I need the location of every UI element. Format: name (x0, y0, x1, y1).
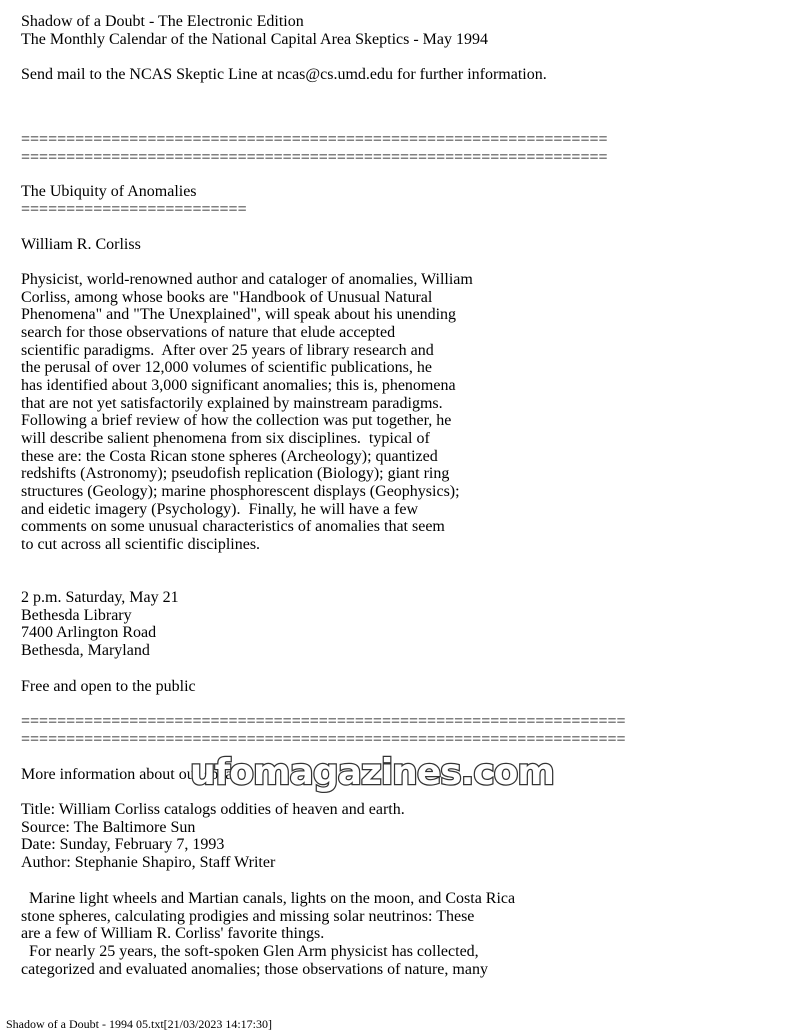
text-line: The Monthly Calendar of the National Capital Area Skeptics - May 1994 (21, 30, 488, 48)
text-line: Shadow of a Doubt - The Electronic Edition (21, 13, 304, 30)
text-line: are a few of William R. Corliss' favorite things. (21, 925, 325, 943)
text-line: ========================= (21, 200, 247, 218)
text-line: Free and open to the public (21, 678, 196, 695)
text-line: Date: Sunday, February 7, 1993 (21, 836, 225, 854)
article-meta (21, 801, 405, 872)
text-line: 2 p.m. Saturday, May 21 (21, 589, 179, 606)
text-line: =================================================================== (21, 730, 626, 748)
text-line: categorized and evaluated anomalies; those observations of nature, many (21, 960, 488, 978)
text-line: these are: the Costa Rican stone spheres (Archeology); quantized (21, 447, 438, 465)
watermark-logo: ufomagazines.com (190, 752, 554, 793)
text-line: Bethesda Library (21, 606, 132, 624)
text-line: More information about our spea (21, 766, 233, 783)
admission-note (21, 678, 196, 696)
contact-line (21, 66, 547, 84)
talk-title (21, 183, 247, 218)
text-line: Title: William Corliss catalogs oddities of heaven and earth. (21, 801, 405, 818)
text-line: Physicist, world-renowned author and cataloger of anomalies, William (21, 271, 473, 288)
text-line: redshifts (Astronomy); pseudofish replication (Biology); giant ring (21, 465, 450, 483)
text-line: 7400 Arlington Road (21, 624, 157, 642)
text-line: Phenomena" and "The Unexplained", will speak about his unending (21, 306, 457, 324)
text-line: For nearly 25 years, the soft-spoken Glen Arm physicist has collected, (21, 942, 479, 960)
text-line: the perusal of over 12,000 volumes of scientific publications, he (21, 359, 433, 377)
text-line: and eidetic imagery (Psychology). Finally, he will have a few (21, 500, 419, 518)
article-body (21, 890, 515, 978)
text-line: structures (Geology); marine phosphorescent displays (Geophysics); (21, 482, 460, 500)
separator (21, 131, 608, 166)
text-line: comments on some unusual characteristics of anomalies that seem (21, 518, 445, 536)
text-line: Send mail to the NCAS Skeptic Line at ncas@cs.umd.edu for further information. (21, 66, 547, 83)
text-line: that are not yet satisfactorily explained by mainstream paradigms. (21, 394, 443, 412)
text-line: to cut across all scientific disciplines. (21, 535, 261, 553)
text-line: ================================================================= (21, 148, 608, 166)
text-line: ================================================================= (21, 131, 608, 148)
document-header (21, 13, 488, 48)
text-line: The Ubiquity of Anomalies (21, 183, 197, 200)
text-line: Following a brief review of how the collection was put together, he (21, 412, 452, 430)
text-line: Author: Stephanie Shapiro, Staff Writer (21, 853, 276, 871)
text-line: =================================================================== (21, 713, 626, 730)
separator (21, 713, 626, 748)
text-line: search for those observations of nature that elude accepted (21, 323, 396, 341)
page-footer: Shadow of a Doubt - 1994 05.txt[21/03/2023 14:17:30] (6, 1017, 272, 1031)
speaker-name (21, 236, 141, 254)
talk-description (21, 271, 473, 554)
text-line: Bethesda, Maryland (21, 641, 150, 659)
text-line: William R. Corliss (21, 236, 141, 253)
text-line: Corliss, among whose books are "Handbook of Unusual Natural (21, 288, 433, 306)
event-details (21, 589, 179, 660)
text-line: Source: The Baltimore Sun (21, 818, 196, 836)
text-line: will describe salient phenomena from six disciplines. typical of (21, 429, 430, 447)
text-line: stone spheres, calculating prodigies and missing solar neutrinos: These (21, 907, 475, 925)
text-line: Marine light wheels and Martian canals, lights on the moon, and Costa Rica (21, 890, 516, 907)
text-line: scientific paradigms. After over 25 years of library research and (21, 341, 434, 359)
text-line: has identified about 3,000 significant anomalies; this is, phenomena (21, 376, 456, 394)
